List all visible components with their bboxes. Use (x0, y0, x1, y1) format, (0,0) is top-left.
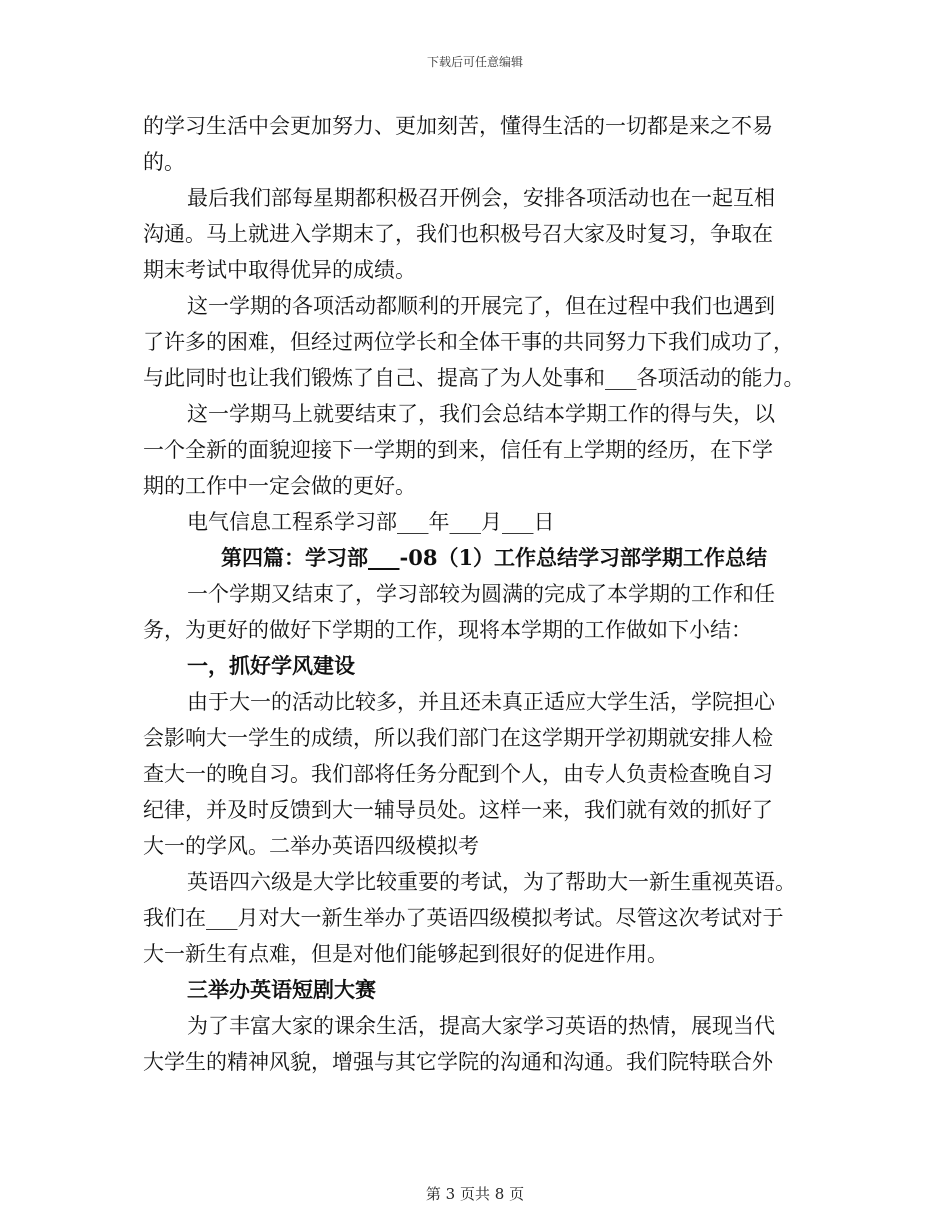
paragraph-start: 由于大一的活动比较多，并且还未真正适应大学生活，学院担心 (187, 690, 775, 714)
body-line: 大学生的精神风貌，增强与其它学院的沟通和沟通。我们院特联合外 (143, 1050, 773, 1074)
body-line: 我们在___月对大一新生举办了英语四级模拟考试。尽管这次考试对于 (143, 906, 784, 930)
section-title: 第四篇：学习部___-08（1）工作总结学习部学期工作总结 (221, 545, 768, 570)
body-line: 的学习生活中会更加努力、更加刻苦，懂得生活的一切都是来之不易 (143, 114, 773, 138)
paragraph-start: 一个学期又结束了，学习部较为圆满的完成了本学期的工作和任 (187, 582, 775, 606)
paragraph-start: 这一学期的各项活动都顺利的开展完了，但在过程中我们也遇到 (187, 294, 775, 318)
page-header-note: 下载后可任意编辑 (426, 55, 523, 69)
body-line: 沟通。马上就进入学期末了，我们也积极号召大家及时复习，争取在 (143, 222, 773, 246)
body-line: 期末考试中取得优异的成绩。 (143, 258, 416, 282)
body-line: 会影响大一学生的成绩，所以我们部门在这学期开学初期就安排人检 (143, 726, 773, 750)
body-line: 大一新生有点难，但是对他们能够起到很好的促进作用。 (143, 942, 668, 966)
body-line: 期的工作中一定会做的更好。 (143, 474, 416, 498)
body-line: 的。 (143, 150, 185, 174)
paragraph-start: 这一学期马上就要结束了，我们会总结本学期工作的得与失，以 (187, 402, 775, 426)
signature-line: 电气信息工程系学习部___年___月___日 (187, 510, 555, 534)
body-line: 大一的学风。二举办英语四级模拟考 (143, 834, 479, 858)
body-line: 纪律，并及时反馈到大一辅导员处。这样一来，我们就有效的抓好了 (143, 798, 773, 822)
body-line: 与此同时也让我们锻炼了自己、提高了为人处事和___各项活动的能力。 (143, 366, 805, 390)
body-line: 一个全新的面貌迎接下一学期的到来，信任有上学期的经历，在下学 (143, 438, 773, 462)
paragraph-start: 英语四六级是大学比较重要的考试，为了帮助大一新生重视英语。 (187, 870, 796, 894)
document-body (143, 108, 823, 1080)
body-line: 了许多的困难，但经过两位学长和全体干事的共同努力下我们成功了， (143, 330, 794, 354)
body-line: 查大一的晚自习。我们部将任务分配到个人，由专人负责检查晚自习 (143, 762, 773, 786)
body-line: 务，为更好的做好下学期的工作，现将本学期的工作做如下小结： (143, 618, 752, 642)
subsection-heading: 三举办英语短剧大赛 (187, 977, 376, 1002)
subsection-heading: 一，抓好学风建设 (187, 653, 355, 678)
paragraph-start: 最后我们部每星期都积极召开例会，安排各项活动也在一起互相 (187, 186, 775, 210)
page-number-footer: 第 3 页共 8 页 (425, 1185, 525, 1203)
paragraph-start: 为了丰富大家的课余生活，提高大家学习英语的热情，展现当代 (187, 1014, 775, 1038)
